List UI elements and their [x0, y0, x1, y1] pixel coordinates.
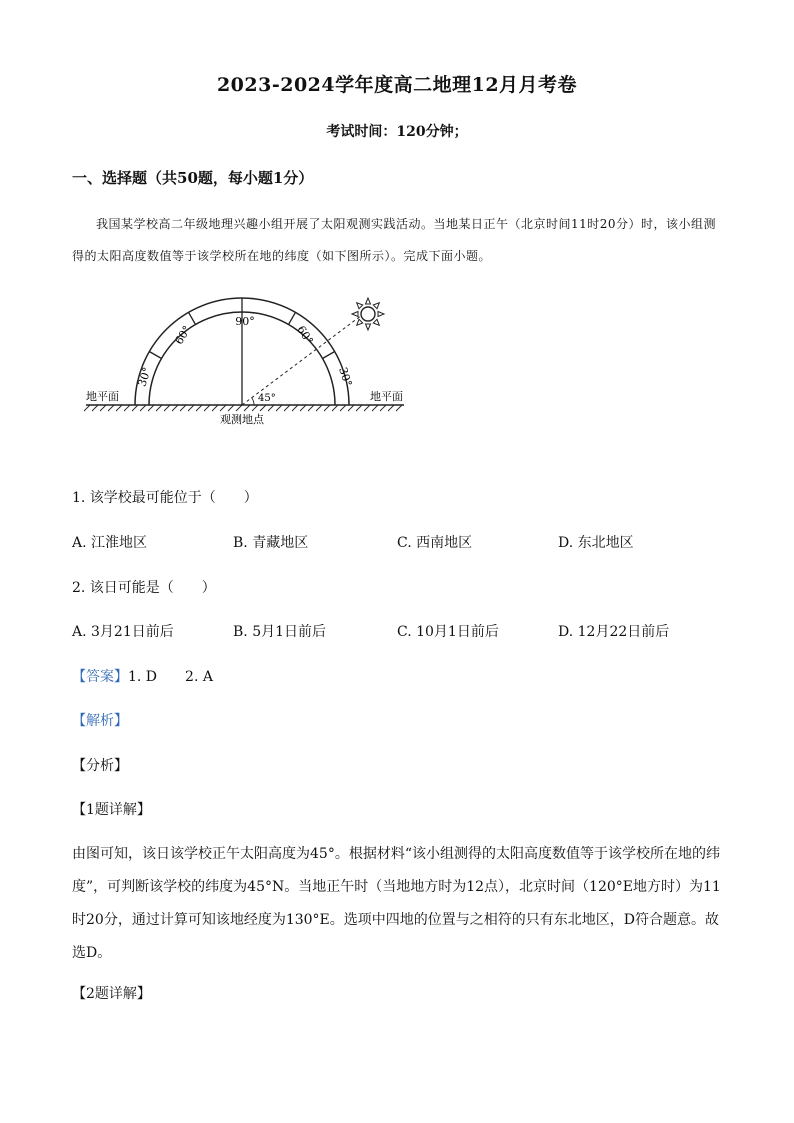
label-60-right: 60° — [294, 323, 316, 347]
question-2: 2. 该日可能是（ ） — [72, 580, 216, 596]
answer-line — [72, 666, 213, 686]
q2-option-b: B. 5月1日前后 — [233, 624, 327, 640]
jiexi-label: 【解析】 — [72, 713, 128, 729]
q1-option-d: D. 东北地区 — [558, 535, 634, 551]
label-30-right: 30° — [336, 365, 355, 389]
detail-1-text: 由图可知，该日该学校正午太阳高度为45°。根据材料“该小组测得的太阳高度数值等于该学校所在地的纬度”，可判断该学校的纬度为45°N。当地正午时（当地地方时为12点），北京时间（120°E地方时）为11时20分，通过计算可知该地经度为130°E。选项中四地的位置与之相符的只有东北地区，D符合题意。故选D。 — [72, 846, 721, 961]
ground-label-left: 地平面 — [86, 390, 119, 403]
q2-option-c: C. 10月1日前后 — [397, 624, 499, 640]
solar-altitude-diagram — [80, 292, 420, 457]
q2-option-d: D. 12月22日前后 — [558, 624, 670, 640]
page-title: 2023-2024学年度高二地理12月月考卷 — [216, 74, 578, 96]
q2-option-a: A. 3月21日前后 — [72, 624, 174, 640]
exam-time: 考试时间：120分钟； — [326, 124, 468, 140]
ground-label-right: 地平面 — [370, 390, 403, 403]
answer-label: 【答案】 — [72, 669, 128, 685]
q1-option-b: B. 青藏地区 — [233, 535, 309, 551]
answer-text: 1. D 2. A — [128, 669, 213, 685]
q1-option-a: A. 江淮地区 — [72, 535, 148, 551]
label-45: 45° — [258, 393, 276, 404]
detail-1-label: 【1题详解】 — [72, 802, 151, 818]
label-30-left: 30° — [135, 365, 154, 389]
section-heading: 一、选择题（共50题，每小题1分） — [72, 169, 314, 187]
q1-option-c: C. 西南地区 — [397, 535, 473, 551]
angle-arc — [252, 398, 255, 406]
sun-icon — [352, 298, 384, 330]
material-text: 我国某学校高二年级地理兴趣小组开展了太阳观测实践活动。当地某日正午（北京时间11时20分）时，该小组测得的太阳高度数值等于该学校所在地的纬度（如下图所示）。完成下面小题。 — [72, 217, 717, 263]
label-90: 90° — [235, 315, 255, 328]
question-1: 1. 该学校最可能位于（ ） — [72, 490, 258, 506]
fenxi-label: 【分析】 — [72, 758, 128, 774]
ground-hatching — [84, 405, 402, 411]
label-60-left: 60° — [172, 323, 194, 347]
detail-2-label: 【2题详解】 — [72, 986, 151, 1002]
observer-label: 观测地点 — [220, 413, 264, 426]
